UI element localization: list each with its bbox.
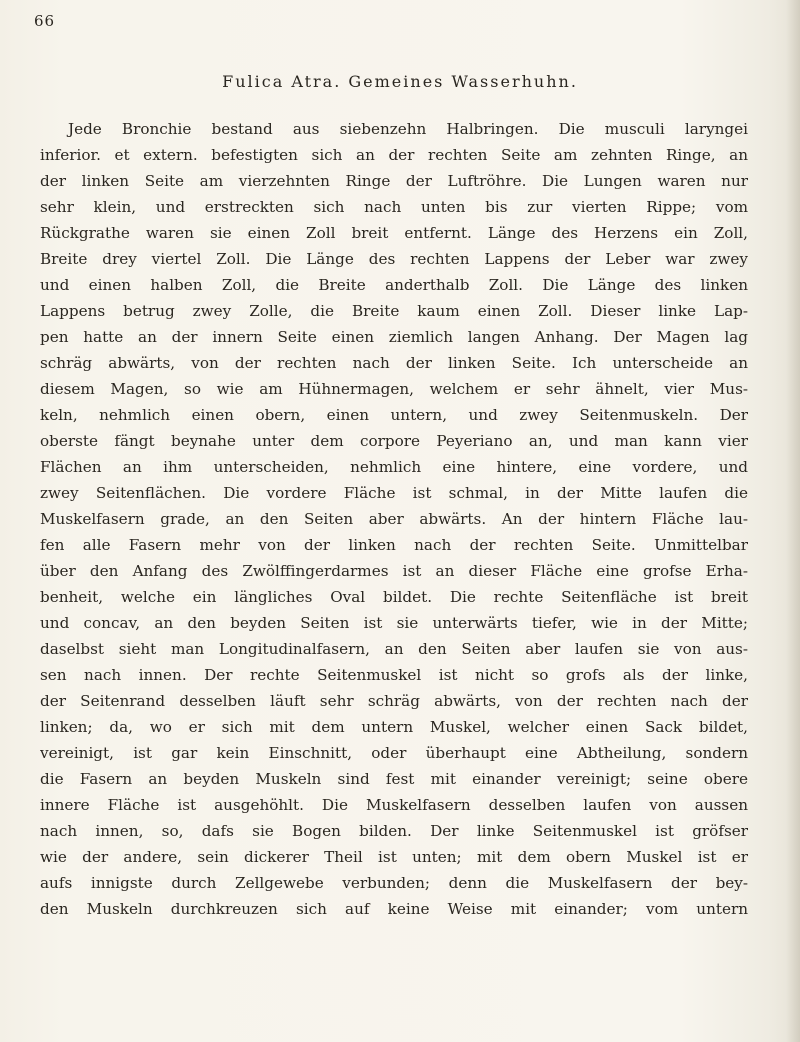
text-line: fen alle Fasern mehr von der linken nach der rechten Seite. Unmittelbar <box>40 536 748 554</box>
text-line: keln, nehmlich einen obern, einen untern, und zwey Seitenmuskeln. Der <box>40 406 748 424</box>
text-line: vereinigt, ist gar kein Einschnitt, oder überhaupt eine Abtheilung, sondern <box>40 744 748 762</box>
text-line: sehr klein, und erstreckten sich nach unten bis zur vierten Rippe; vom <box>40 198 748 216</box>
text-line: aufs innigste durch Zellgewebe verbunden; denn die Muskelfasern der bey- <box>40 874 748 892</box>
text-line: benheit, welche ein längliches Oval bildet. Die rechte Seitenfläche ist breit <box>40 588 748 606</box>
text-line: der Seitenrand desselben läuft sehr schräg abwärts, von der rechten nach der <box>40 692 748 710</box>
text-line: über den Anfang des Zwölffingerdarmes ist an dieser Fläche eine grofse Erha- <box>40 562 748 580</box>
text-line: oberste fängt beynahe unter dem corpore Peyeriano an, und man kann vier <box>40 432 748 450</box>
text-line: Rückgrathe waren sie einen Zoll breit entfernt. Länge des Herzens ein Zoll, <box>40 224 748 242</box>
text-line: pen hatte an der innern Seite einen ziemlich langen Anhang. Der Magen lag <box>40 328 748 346</box>
text-line: der linken Seite am vierzehnten Ringe der Luftröhre. Die Lungen waren nur <box>40 172 748 190</box>
text-line: Breite drey viertel Zoll. Die Länge des rechten Lappens der Leber war zwey <box>40 250 748 268</box>
text-line: diesem Magen, so wie am Hühnermagen, welchem er sehr ähnelt, vier Mus- <box>40 380 748 398</box>
text-line: Jede Bronchie bestand aus siebenzehn Halbringen. Die musculi laryngei <box>68 120 748 138</box>
text-line: die Fasern an beyden Muskeln sind fest mit einander vereinigt; seine obere <box>40 770 748 788</box>
text-line: inferior. et extern. befestigten sich an der rechten Seite am zehnten Ringe, an <box>40 146 748 164</box>
body-text <box>40 116 748 922</box>
text-line: den Muskeln durchkreuzen sich auf keine Weise mit einander; vom untern <box>40 900 748 918</box>
text-line: Flächen an ihm unterscheiden, nehmlich eine hintere, eine vordere, und <box>40 458 748 476</box>
text-line: zwey Seitenflächen. Die vordere Fläche ist schmal, in der Mitte laufen die <box>40 484 748 502</box>
text-line: wie der andere, sein dickerer Theil ist unten; mit dem obern Muskel ist er <box>40 848 748 866</box>
page-number: 66 <box>34 12 56 30</box>
text-line: sen nach innen. Der rechte Seitenmuskel ist nicht so grofs als der linke, <box>40 666 748 684</box>
text-line: nach innen, so, dafs sie Bogen bilden. Der linke Seitenmuskel ist gröfser <box>40 822 748 840</box>
text-line: Muskelfasern grade, an den Seiten aber abwärts. An der hintern Fläche lau- <box>40 510 748 528</box>
text-line: daselbst sieht man Longitudinalfasern, an den Seiten aber laufen sie von aus- <box>40 640 748 658</box>
text-line: und concav, an den beyden Seiten ist sie unterwärts tiefer, wie in der Mitte; <box>40 614 748 632</box>
page-edge-shadow <box>786 0 800 1042</box>
running-head: Fulica Atra. Gemeines Wasserhuhn. <box>222 72 578 91</box>
text-line: innere Fläche ist ausgehöhlt. Die Muskelfasern desselben laufen von aussen <box>40 796 748 814</box>
text-line: schräg abwärts, von der rechten nach der linken Seite. Ich unterscheide an <box>40 354 748 372</box>
text-line: Lappens betrug zwey Zolle, die Breite kaum einen Zoll. Dieser linke Lap- <box>40 302 748 320</box>
text-line: und einen halben Zoll, die Breite anderthalb Zoll. Die Länge des linken <box>40 276 748 294</box>
text-line: linken; da, wo er sich mit dem untern Muskel, welcher einen Sack bildet, <box>40 718 748 736</box>
